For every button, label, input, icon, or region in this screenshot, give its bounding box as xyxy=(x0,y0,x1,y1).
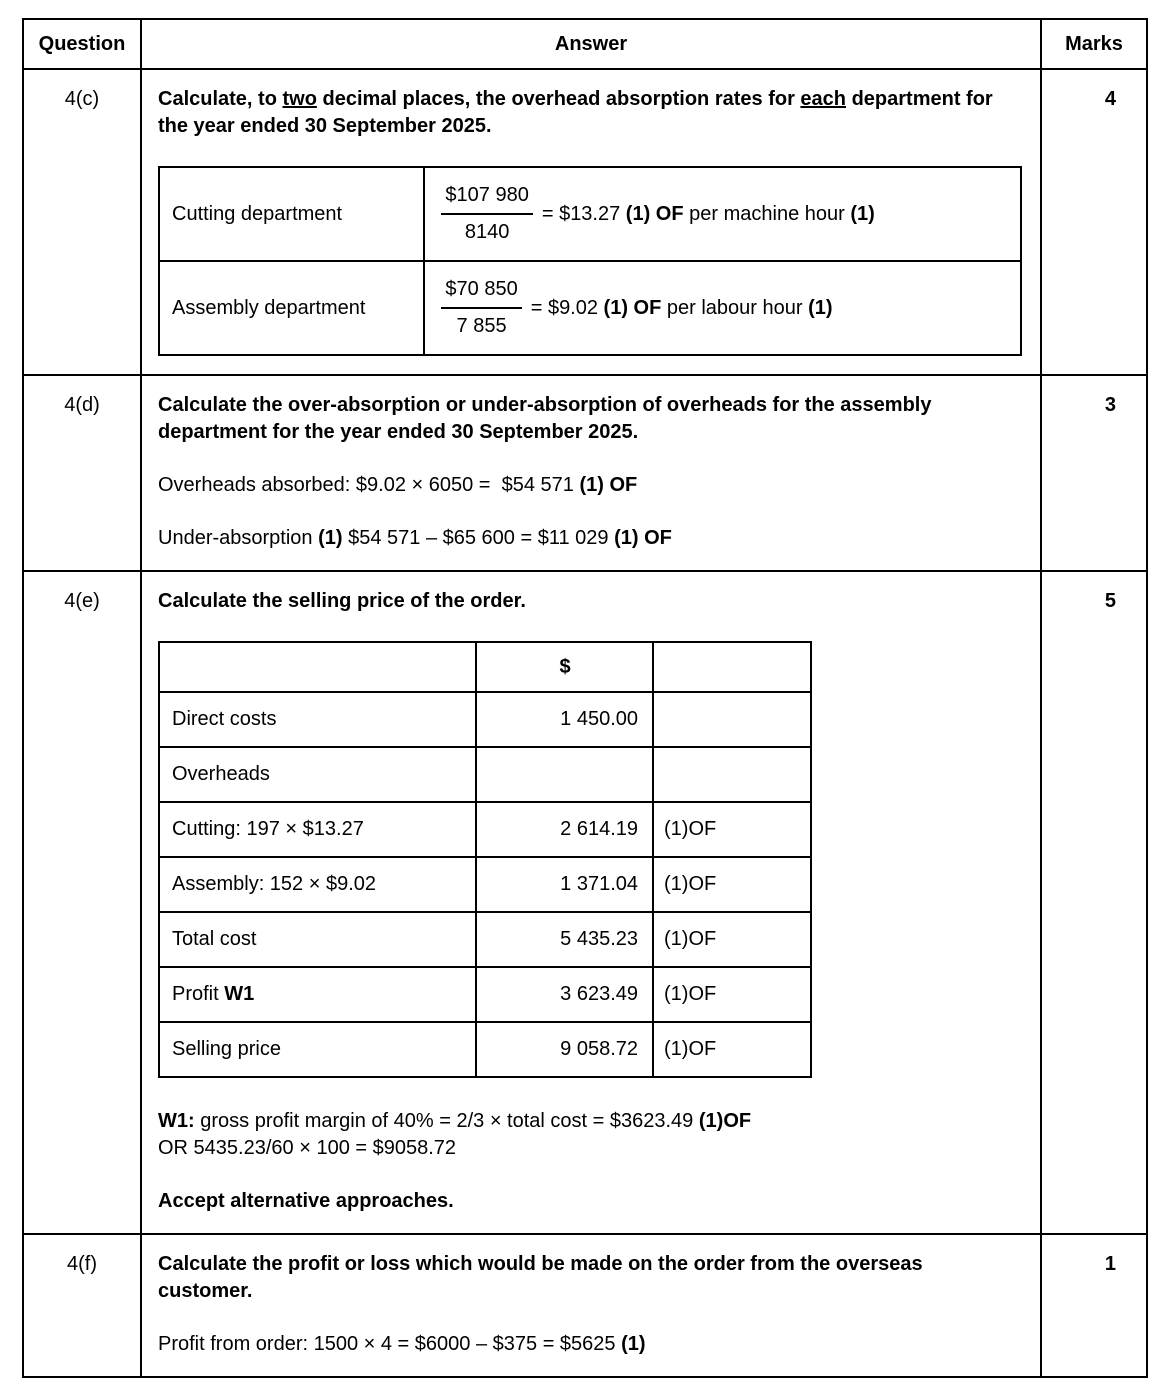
price-row-direct-costs xyxy=(159,692,811,747)
mark-scheme-table xyxy=(22,18,1148,1378)
answer-cell-4d xyxy=(141,375,1041,571)
label-text: Overheads xyxy=(172,763,270,785)
or-note-line: OR 5435.23/60 × 100 = $9058.72 xyxy=(158,1137,457,1159)
prompt-4f: Calculate the profit or loss which would be made on the order from the overseas customer. xyxy=(158,1253,923,1302)
price-row-assembly xyxy=(159,857,811,912)
marks-4d: 3 xyxy=(1041,375,1147,571)
price-row-mark xyxy=(653,747,811,802)
answer-text: Overheads absorbed: $9.02 × 6050 = $54 571 xyxy=(158,474,580,496)
marks-column-header: Marks xyxy=(1041,19,1147,69)
department-label: Assembly department xyxy=(159,261,424,355)
w1-note-line xyxy=(158,1108,1022,1135)
selling-price-table xyxy=(158,641,812,1078)
note-text: gross profit margin of 40% = 2/3 × total cost = $3623.49 xyxy=(194,1110,699,1132)
label-text: Cutting: 197 × $13.27 xyxy=(172,818,364,840)
price-row-total-cost xyxy=(159,912,811,967)
fraction-numerator: $107 980 xyxy=(441,182,532,215)
accept-note: Accept alternative approaches. xyxy=(158,1190,454,1212)
mark-annotation: (1) OF xyxy=(579,474,638,496)
price-row-amount: 9 058.72 xyxy=(476,1022,653,1077)
price-row-label xyxy=(159,912,476,967)
price-row-mark: (1)OF xyxy=(653,1022,811,1077)
price-row-mark xyxy=(653,692,811,747)
question-number-4e: 4(e) xyxy=(23,571,141,1234)
header-row xyxy=(23,19,1147,69)
workings-note xyxy=(158,1108,1022,1162)
label-text: Direct costs xyxy=(172,708,277,730)
answer-text: Under-absorption xyxy=(158,527,319,549)
price-row-overheads xyxy=(159,747,811,802)
overheads-absorbed-line xyxy=(158,472,1022,499)
mark-annotation: (1) xyxy=(318,527,343,549)
row-4d xyxy=(23,375,1147,571)
prompt-text: department for the year ended 30 September 2025. xyxy=(158,88,993,137)
mark-annotation: (1)OF xyxy=(698,1110,752,1132)
mark-annotation: (1) OF xyxy=(625,202,684,225)
result-text: = $9.02 xyxy=(530,296,604,319)
result-text: per machine hour xyxy=(683,202,851,225)
prompt-text: decimal places, the overhead absorption rates for xyxy=(316,88,801,110)
marks-4f: 1 xyxy=(1041,1234,1147,1377)
answer-cell-4f xyxy=(141,1234,1041,1377)
row-4e xyxy=(23,571,1147,1234)
department-label: Cutting department xyxy=(159,167,424,261)
fraction xyxy=(441,276,521,340)
price-row-profit xyxy=(159,967,811,1022)
price-row-selling-price xyxy=(159,1022,811,1077)
label-text: Total cost xyxy=(172,928,257,950)
question-number-4c: 4(c) xyxy=(23,69,141,375)
question-number-4f: 4(f) xyxy=(23,1234,141,1377)
calculation-line xyxy=(441,276,1010,340)
result-text: per labour hour xyxy=(661,296,809,319)
label-text: Assembly: 152 × $9.02 xyxy=(172,873,377,895)
price-row-label xyxy=(159,967,476,1022)
answer-text: Profit from order: 1500 × 4 = $6000 – $375 = $5625 xyxy=(158,1333,622,1355)
fraction-denominator: 7 855 xyxy=(456,315,507,337)
rate-row-assembly xyxy=(159,261,1021,355)
price-row-label xyxy=(159,802,476,857)
price-row-amount: 5 435.23 xyxy=(476,912,653,967)
label-text: Selling price xyxy=(172,1038,281,1060)
prompt-4d: Calculate the over-absorption or under-absorption of overheads for the assembly department for the year ended 30 September 2025. xyxy=(158,394,932,443)
profit-from-order-line xyxy=(158,1331,1022,1358)
mark-annotation: (1) xyxy=(808,296,833,319)
question-column-header: Question xyxy=(23,19,141,69)
price-row-amount: 3 623.49 xyxy=(476,967,653,1022)
price-row-mark: (1)OF xyxy=(653,857,811,912)
price-header-blank xyxy=(159,642,476,692)
w1-label: W1: xyxy=(158,1110,195,1132)
mark-annotation: (1) xyxy=(850,202,875,225)
rate-calculation-cell xyxy=(424,261,1021,355)
label-bold-text: W1 xyxy=(224,983,255,1005)
price-row-label xyxy=(159,747,476,802)
fraction-numerator: $70 850 xyxy=(441,276,521,309)
price-row-mark: (1)OF xyxy=(653,802,811,857)
mark-annotation: (1) xyxy=(621,1333,646,1355)
price-row-mark: (1)OF xyxy=(653,912,811,967)
answer-text: $54 571 – $65 600 = $11 029 xyxy=(342,527,615,549)
price-row-amount: 1 371.04 xyxy=(476,857,653,912)
prompt-4e: Calculate the selling price of the order. xyxy=(158,590,526,612)
underlined-word: two xyxy=(282,88,317,110)
row-4f xyxy=(23,1234,1147,1377)
marks-4c: 4 xyxy=(1041,69,1147,375)
rate-row-cutting xyxy=(159,167,1021,261)
price-row-label xyxy=(159,1022,476,1077)
calculation-line xyxy=(441,182,1010,246)
price-row-cutting xyxy=(159,802,811,857)
fraction xyxy=(441,182,532,246)
price-row-label xyxy=(159,692,476,747)
mark-annotation: (1) OF xyxy=(614,527,672,549)
answer-cell-4e xyxy=(141,571,1041,1234)
price-header-blank xyxy=(653,642,811,692)
mark-annotation: (1) OF xyxy=(603,296,662,319)
prompt-text: Calculate, to xyxy=(158,88,283,110)
fraction-denominator: 8140 xyxy=(464,221,510,243)
marks-4e: 5 xyxy=(1041,571,1147,1234)
absorption-rate-table xyxy=(158,166,1022,356)
price-row-mark: (1)OF xyxy=(653,967,811,1022)
result-text: = $13.27 xyxy=(541,202,626,225)
question-number-4d: 4(d) xyxy=(23,375,141,571)
price-header-dollar: $ xyxy=(476,642,653,692)
price-row-label xyxy=(159,857,476,912)
under-absorption-line xyxy=(158,525,1022,552)
calculation-result xyxy=(542,201,875,228)
price-row-amount xyxy=(476,747,653,802)
answer-cell-4c xyxy=(141,69,1041,375)
price-row-amount: 1 450.00 xyxy=(476,692,653,747)
calculation-result xyxy=(531,295,833,322)
answer-column-header: Answer xyxy=(141,19,1041,69)
rate-calculation-cell xyxy=(424,167,1021,261)
underlined-word: each xyxy=(800,88,847,110)
prompt-4c xyxy=(158,86,1022,140)
price-table-header-row xyxy=(159,642,811,692)
label-text: Profit xyxy=(172,983,225,1005)
price-row-amount: 2 614.19 xyxy=(476,802,653,857)
row-4c xyxy=(23,69,1147,375)
